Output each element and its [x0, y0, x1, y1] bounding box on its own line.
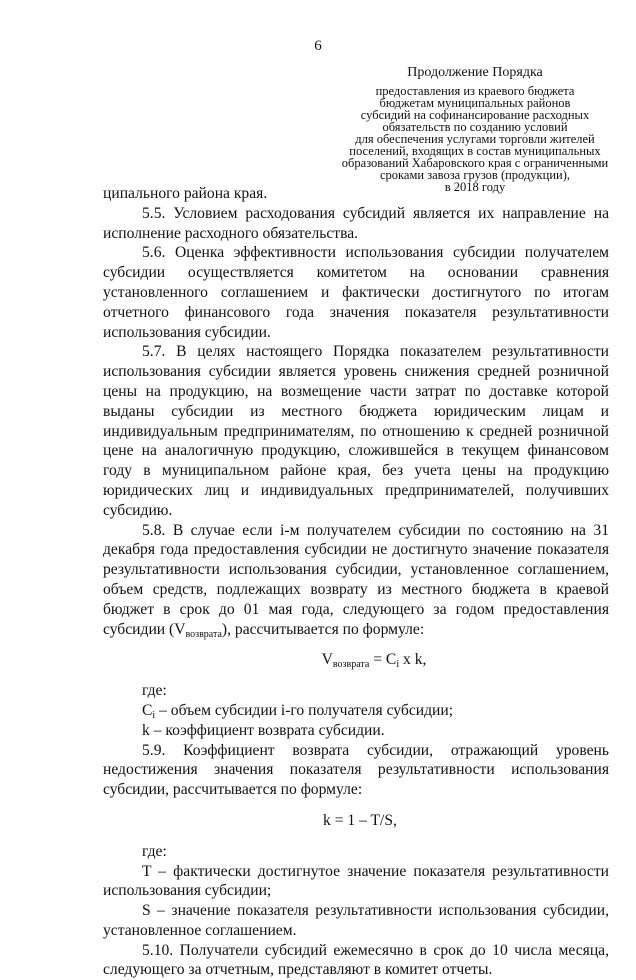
- where-label: где:: [142, 842, 167, 860]
- paragraph-5-8-text: 5.8. В случае если i-м получателем субсидии по состоянию на 31 декабря года предоставления субсидии не достигнуто значение показателя результативности использования субсидии, установленное соглашением, объем средств, подлежащих возврату из местного бюджета в краевой бюджет в срок до 01 мая года, следующего за годом предоставления субсидии (V: [103, 521, 609, 638]
- paragraph-5-10: 5.10. Получатели субсидий ежемесячно в срок до 10 числа месяца, следующего за отчетным, представляют в комитет отчеты.: [103, 941, 609, 979]
- paragraph-5-8-tail: ), рассчитывается по формуле:: [221, 620, 425, 638]
- subscript-return: возврата: [185, 628, 222, 640]
- header-line: для обеспечения услугами торговли жителей: [355, 132, 595, 146]
- definition-k: k – коэффициент возврата субсидии.: [142, 721, 385, 739]
- formula-coefficient: k = 1 – T/S,: [323, 811, 397, 829]
- header-line: бюджетам муниципальных районов: [379, 96, 571, 110]
- header-title: Продолжение Порядка: [407, 65, 543, 80]
- header-line: субсидий на софинансирование расходных: [360, 108, 590, 122]
- page-number: 6: [314, 38, 322, 54]
- definition-t: T – фактически достигнутое значение показателя результативности использования субсидии;: [103, 862, 609, 900]
- paragraph-continuation: ципального района края.: [103, 185, 268, 202]
- paragraph-5-9: 5.9. Коэффициент возврата субсидии, отражающий уровень недостижения значения показателя результативности использования субсидии, рассчитывается по формуле:: [103, 741, 609, 799]
- paragraph-5-6: 5.6. Оценка эффективности использования субсидии получателем субсидии осуществляется комитетом на основании сравнения установленного соглашением и фактически достигнутого по итогам отчетного финансового года значения показателя результативности использования субсидии.: [103, 244, 609, 341]
- header-line: предоставления из краевого бюджета: [375, 84, 575, 98]
- header-line: поселений, входящих в состав муниципальных: [349, 144, 601, 158]
- header-line: обязательств по созданию условий: [382, 120, 568, 134]
- header-line: в 2018 году: [444, 180, 506, 194]
- document-header: [330, 64, 620, 193]
- formula-return-volume: $V_{возврата} = C_i$ x k,: [321, 651, 427, 671]
- header-line: сроками завоза грузов (продукции),: [379, 168, 570, 182]
- paragraph-5-8: [103, 521, 609, 640]
- paragraph-5-5: 5.5. Условием расходования субсидий является их направление на исполнение расходного обязательства.: [103, 204, 609, 242]
- definition-s: S – значение показателя результативности использования субсидии, установленное соглашением.: [103, 902, 609, 939]
- definition-ci: $C_i$ – объем субсидии i-го получателя субсидии;: [142, 701, 454, 721]
- paragraph-5-7: 5.7. В целях настоящего Порядка показателем результативности использования субсидии является уровень снижения средней розничной цены на продукцию, на возмещение части затрат по доставке которой выданы субсидии из местного бюджета юридическим лицам и индивидуальным предпринимателям, по отношению к средней розничной цене на аналогичную продукцию, сложившейся в текущем финансовом году в муниципальном районе края, без учета цены на продукцию юридических лиц и индивидуальных предпринимателей, получивших субсидию.: [103, 343, 609, 519]
- document-body: [103, 184, 609, 980]
- where-label: где:: [142, 682, 167, 700]
- header-line: образований Хабаровского края с ограниченными: [341, 156, 609, 170]
